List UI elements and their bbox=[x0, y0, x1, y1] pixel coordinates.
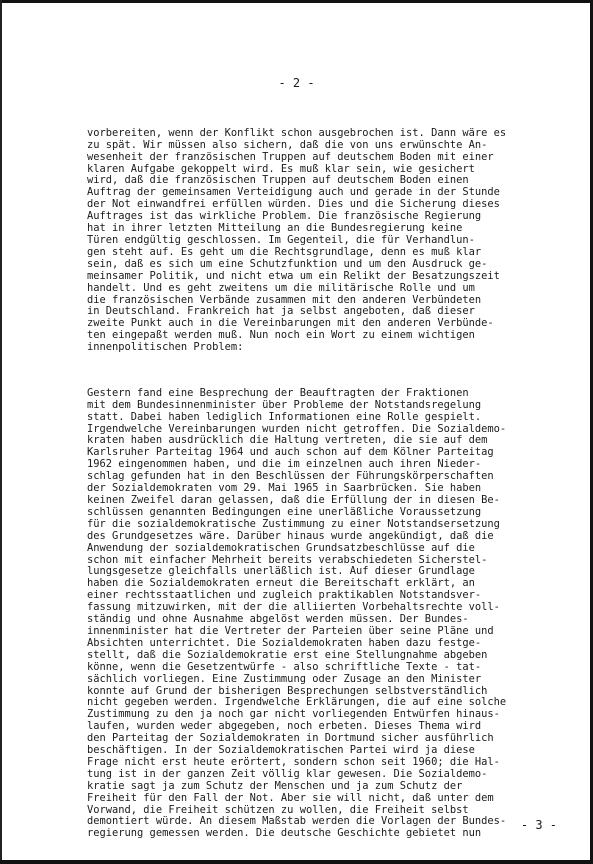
scan-border-top bbox=[0, 0, 593, 3]
page-number: - 2 - bbox=[278, 76, 315, 90]
paragraph-foreign-policy: vorbereiten, wenn der Konflikt schon ausgebrochen ist. Dann wäre es zu spät. Wir müssen also sichern, daß die von uns erwünschte An- wesenheit der französischen Truppen auf deutschem Boden mit einer klaren Aufgabe gekoppelt wird. Es muß klar sein, wie gesichert wird, daß die französischen Truppen auf deutschem Boden einen Auftrag der gemeinsamen Verteidigung auch und gerade in der Stunde der Not einwandfrei erfüllen würden. Dies und die Sicherung dieses Auftrages ist das wirkliche Problem. Die französische Regierung hat in ihrer letzten Mitteilung an die Bundesregierung keine Türen endgültig geschlossen. Im Gegenteil, die für Verhandlun- gen steht auf. Es geht um die Rechtsgrundlage, denn es muß klar sein, daß es sich um eine Schutzfunktion und um den Ausdruck ge- meinsamer Politik, und nicht etwa um ein Relikt der Besatzungszeit handelt. Und es geht zweitens um die militärische Rolle und um die französischen Verbände zusammen mit den anderen Verbündeten in Deutschland. Frankreich hat ja selbst angeboten, daß dieser zweite Punkt auch in die Vereinbarungen mit den anderen Verbünde- ten eingepaßt werden muß. Nun noch ein Wort zu einem wichtigen innenpolitischen Problem: bbox=[87, 126, 507, 354]
document-body bbox=[87, 104, 587, 852]
scan-border-left bbox=[0, 0, 2, 864]
next-page-marker: - 3 - bbox=[520, 818, 557, 832]
paragraph-emergency-legislation: Gestern fand eine Besprechung der Beauftragten der Fraktionen mit dem Bundesinnenminister über Probleme der Notstandsregelung statt. Dabei haben lediglich Informationen eine Rolle gespielt. Irgendwelche Vereinbarungen wurden nicht getroffen. Die Sozialdemo- kraten haben ausdrücklich die Haltung vertreten, die sie auf dem Karlsruher Parteitag 1964 und auch schon auf dem Kölner Parteitag 1962 eingenommen haben, und die im einzelnen auch ihren Nieder- schlag gefunden hat in den Beschlüssen der Führungskörperschaften der Sozialdemokraten vom 29. Mai 1965 in Saarbrücken. Sie haben keinen Zweifel daran gelassen, daß die Erfüllung der in diesen Be- schlüssen genannten Bedingungen eine unerläßliche Voraussetzung für die sozialdemokratische Zustimmung zu einer Notstandsersetzung des Grundgesetzes wäre. Darüber hinaus wurde angekündigt, daß die Anwendung der sozialdemokratischen Grundsatzbeschlüsse auf die schon mit einfacher Mehrheit bereits verabschiedeten Sicherstel- lungsgesetze gleichfalls unerläßlich ist. Auf dieser Grundlage haben die Sozialdemokraten erneut die Bereitschaft erklärt, an einer rechtsstaatlichen und zugleich praktikablen Notstandsver- fassung mitzuwirken, mit der die alliierten Vorbehaltsrechte voll- ständig und ohne Ausnahme abgelöst werden müssen. Der Bundes- innenminister hat die Vertreter der Parteien über seine Pläne und Absichten unterrichtet. Die Sozialdemokraten haben dazu festge- stellt, daß die Sozialdemokratie erst eine Stellungnahme abgeben könne, wenn die Gesetzentwürfe - also schriftliche Texte - tat- sächlich vorliegen. Eine Zustimmung oder Zusage an den Minister konnte auf Grund der bisherigen Besprechungen selbstverständlich nicht gegeben werden. Irgendwelche Erklärungen, die auf eine solche Zustimmung zu den ja noch gar nicht vorliegenden Entwürfen hinaus- laufen, wurden weder abgegeben, noch erbeten. Dieses Thema wird den Parteitag der Sozialdemokraten in Dortmund sicher ausführlich beschäftigen. In der Sozialdemokratischen Partei wird ja diese Frage nicht erst heute erörtert, sondern schon seit 1960; die Hal- tung ist in der ganzen Zeit völlig klar gewesen. Die Sozialdemo- kratie sagt ja zum Schutz der Menschen und ja zum Schutz der Freiheit für den Fall der Not. Aber sie will nicht, daß unter dem Vorwand, die Freiheit schützen zu wollen, die Freiheit selbst demontiert würde. An diesem Maßstab werden die Vorlagen der Bundes- regierung gemessen werden. Die deutsche Geschichte gebietet nun bbox=[87, 386, 507, 840]
scan-border-bottom bbox=[0, 860, 593, 864]
